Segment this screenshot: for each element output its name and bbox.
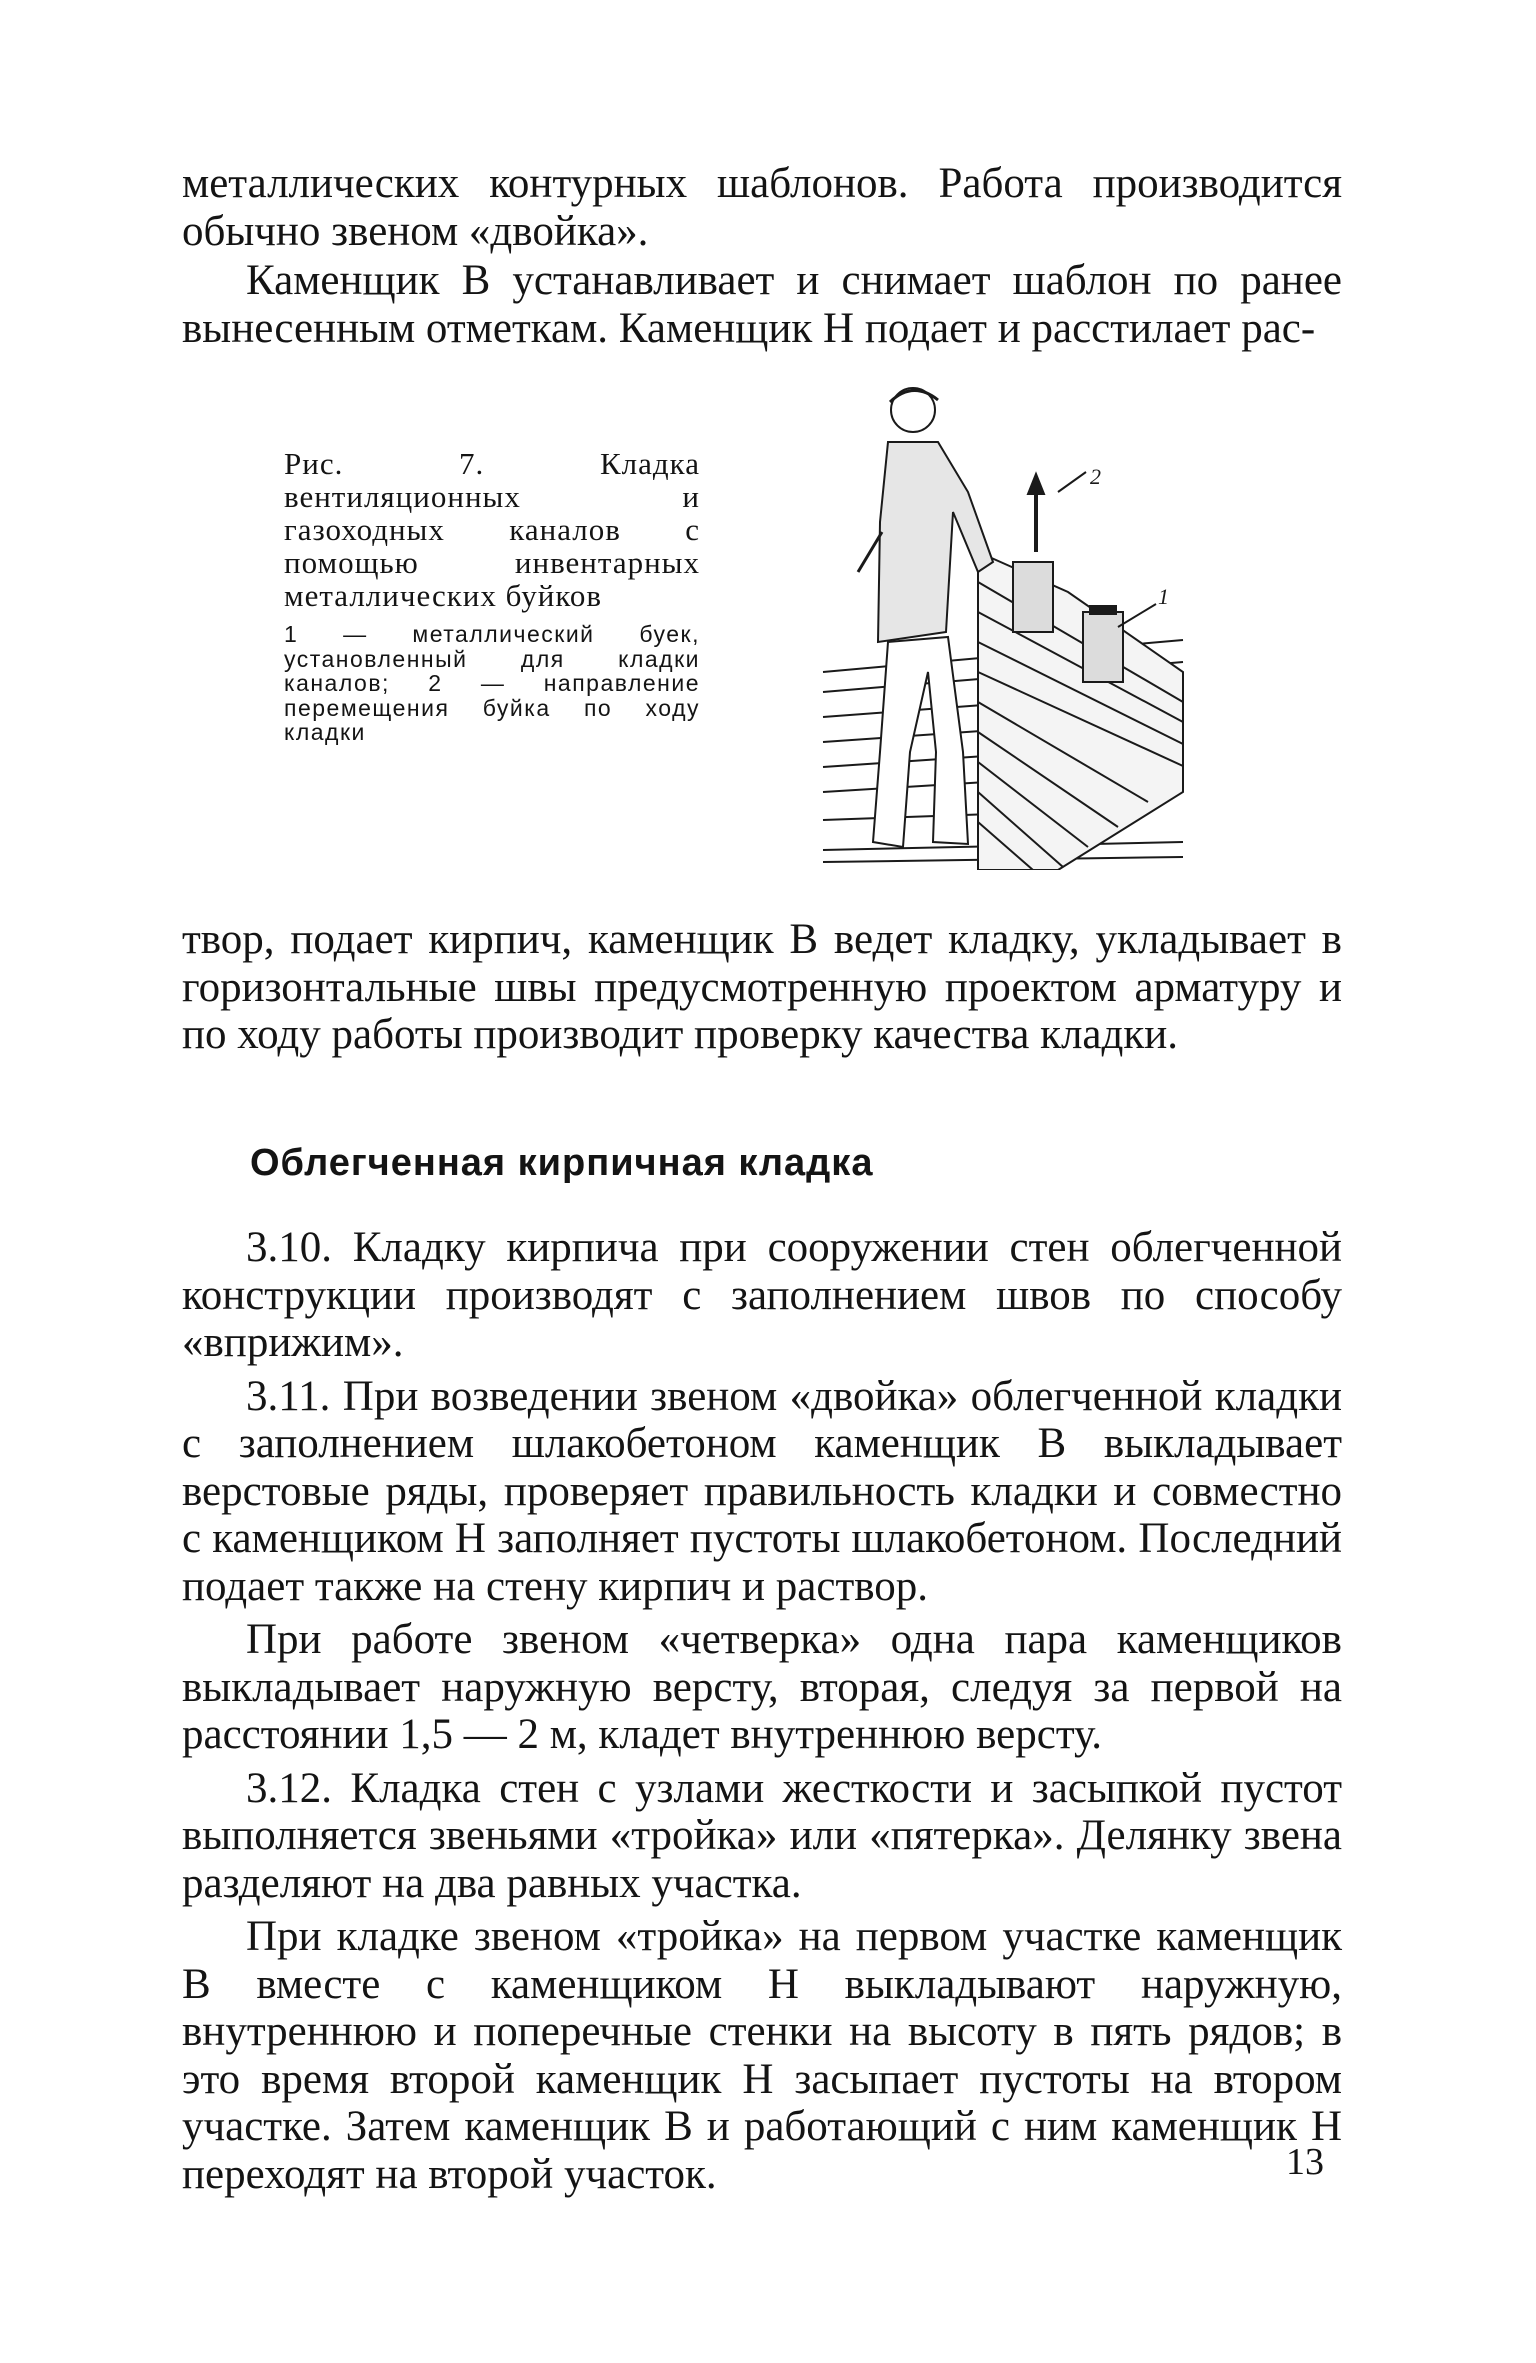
- paragraph-3-12: 3.12. Кладка стен с узлами жесткости и засыпкой пустот выполняется звеньями «тройка» или «пятерка». Делянку звена разделяют на два равных участка.: [182, 1764, 1342, 1907]
- paragraph: Каменщик В устанавливает и снимает шаблон по ранее вынесенным отметкам. Каменщик Н подает и расстилает рас-: [182, 257, 1342, 352]
- paragraph: При работе звеном «четверка» одна пара каменщиков выкладывает наружную версту, вторая, следуя за первой на расстоянии 1,5 — 2 м, кладет внутреннюю версту.: [182, 1616, 1342, 1758]
- paragraph-continued: металлических контурных шаблонов. Работа производится обычно звеном «двойка».: [182, 160, 1342, 255]
- section-text-block: [182, 1224, 1342, 2198]
- figure-label-1: 1: [1158, 584, 1169, 609]
- worker-body: [878, 442, 993, 642]
- paragraph: твор, подает кирпич, каменщик В ведет кладку, укладывает в горизонтальные швы предусмотренную проектом арматуру и по ходу работы производит проверку качества кладки.: [182, 916, 1342, 1058]
- paragraph-3-10: 3.10. Кладку кирпича при сооружении стен облегченной конструкции производят с заполнением швов по способу «вприжим».: [182, 1224, 1342, 1366]
- worker-legs: [873, 637, 968, 847]
- paragraph-3-11: 3.11. При возведении звеном «двойка» облегченной кладки с заполнением шлакобетоном каменщик В выкладывает верстовые ряды, проверяет правильность кладки и совместно с каменщиком Н заполняет пустоты шлакобетоном. Последний подает также на стену кирпич и раствор.: [182, 1372, 1342, 1610]
- paragraph: При кладке звеном «тройка» на первом участке каменщик В вместе с каменщиком Н выкладывают наружную, внутреннюю и поперечные стенки на высоту в пять рядов; в это время второй каменщик Н засыпает пустоты на втором участке. Затем каменщик В и работающий с ним каменщик Н переходят на второй участок.: [182, 1913, 1342, 2198]
- top-text-block: [182, 160, 1342, 352]
- page-number: 13: [1286, 2141, 1324, 2183]
- figure-label-2: 2: [1090, 464, 1101, 489]
- figure-caption: [284, 447, 700, 745]
- section-heading: Облегченная кирпичная кладка: [250, 1142, 874, 1184]
- text-after-figure: [182, 916, 1342, 1059]
- figure-illustration: [818, 372, 1188, 870]
- buoy-1: [1083, 612, 1123, 682]
- figure-caption-title: Рис. 7. Кладка вентиляционных и газоходных каналов с помощью инвентарных металлических буйков: [284, 446, 700, 613]
- figure-caption-note: 1 — металлический буек, установленный для кладки каналов; 2 — направление перемещения буйка по ходу кладки: [284, 621, 700, 745]
- buoy-2: [1013, 562, 1053, 632]
